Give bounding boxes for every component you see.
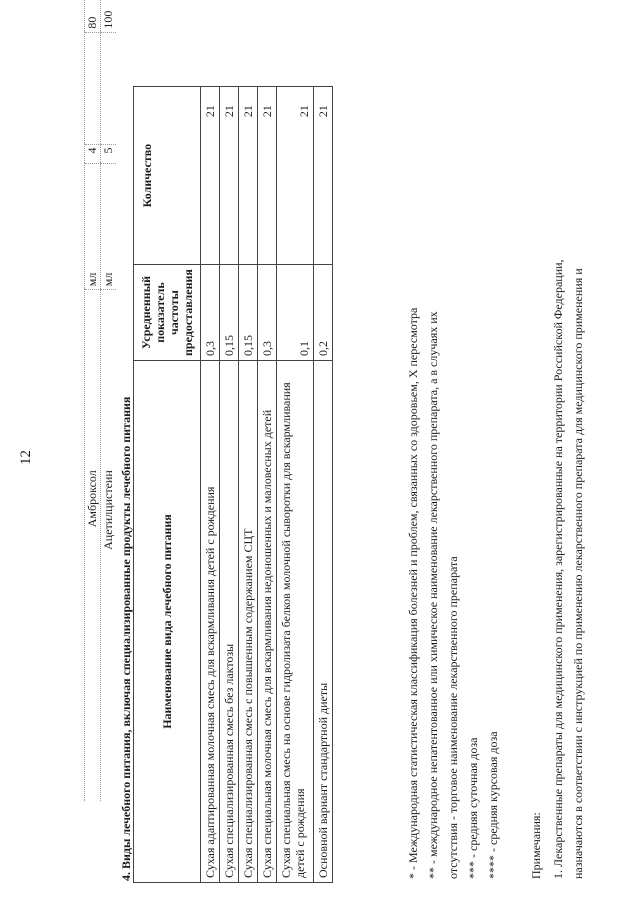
- row-name: Сухая специальная смесь на основе гидролизата белков молочной сыворотки для вскармливания детей с рождения: [277, 361, 314, 883]
- row-name: Сухая специальная молочная смесь для вскармливания недоношенных и маловесных детей: [258, 361, 277, 883]
- row-frequency: 0,15: [220, 265, 239, 361]
- table-row: [239, 87, 258, 883]
- row-frequency: 0,15: [239, 265, 258, 361]
- footnote-inn-cont: отсутствия - торговое наименование лекарственного препарата: [446, 556, 460, 879]
- drug-unit: мл: [101, 163, 117, 289]
- table-row: [201, 87, 220, 883]
- section-title: 4. Виды лечебного питания, включая специализированные продукты лечебного питания: [119, 396, 133, 881]
- row-frequency: 0,3: [201, 265, 220, 361]
- drug-unit: мл: [85, 163, 101, 289]
- drug-course: 100: [101, 0, 117, 32]
- table-row: [258, 87, 277, 883]
- table-row: [277, 87, 314, 883]
- row-frequency: 0,3: [258, 265, 277, 361]
- row-frequency: 0,2: [314, 265, 333, 361]
- header-quantity: Количество: [134, 87, 201, 265]
- drug-course: 80: [85, 0, 101, 32]
- row-quantity: 21: [277, 87, 314, 265]
- table-header-row: [134, 87, 201, 883]
- drug-name: Ацетилцистеин: [101, 290, 117, 801]
- notes: [548, 259, 588, 879]
- row-quantity: 21: [239, 87, 258, 265]
- table-row: [314, 87, 333, 883]
- table-row: [220, 87, 239, 883]
- drug-row: [85, 0, 101, 801]
- row-quantity: 21: [201, 87, 220, 265]
- row-quantity: 21: [314, 87, 333, 265]
- notes-title: Примечания:: [529, 812, 543, 879]
- drug-row: [101, 0, 117, 801]
- drug-table-tail: [84, 0, 116, 801]
- header-name: Наименование вида лечебного питания: [134, 361, 201, 883]
- note-line: назначаются в соответствии с инструкцией по применению лекарственного препарата для медицинского применения и: [571, 268, 585, 879]
- footnote-daily-dose: *** - средняя суточная доза: [466, 737, 480, 879]
- page-number: 12: [18, 450, 34, 465]
- row-name: Сухая специализированная смесь без лактозы: [220, 361, 239, 883]
- row-name: Сухая специализированная смесь с повышенным содержанием СЦТ: [239, 361, 258, 883]
- row-quantity: 21: [220, 87, 239, 265]
- drug-dose: 5: [101, 144, 117, 163]
- header-frequency: Усредненный показатель частоты предоставления: [134, 265, 201, 361]
- footnotes: [403, 308, 503, 879]
- drug-dose: 4: [85, 144, 101, 163]
- row-name: Сухая адаптированная молочная смесь для вскармливания детей с рождения: [201, 361, 220, 883]
- drug-name: Амброксол: [85, 290, 101, 801]
- row-quantity: 21: [258, 87, 277, 265]
- nutrition-table: [133, 86, 333, 883]
- row-name: Основной вариант стандартной диеты: [314, 361, 333, 883]
- footnote-inn: ** - международное непатентованное или химическое наименование лекарственного препарата, а в случаях их: [426, 311, 440, 879]
- row-frequency: 0,1: [277, 265, 314, 361]
- footnote-course-dose: **** - средняя курсовая доза: [486, 731, 500, 879]
- note-line: 1. Лекарственные препараты для медицинского применения, зарегистрированные на территории Российской Федерации,: [551, 259, 565, 879]
- footnote-icd: * - Международная статистическая классификация болезней и проблем, связанных со здоровьем, X пересмотра: [406, 307, 420, 879]
